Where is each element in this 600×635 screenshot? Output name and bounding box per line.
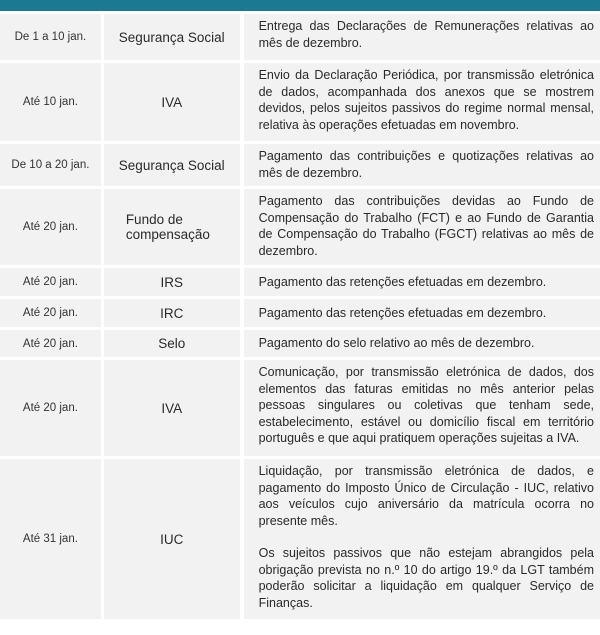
table-row: [0, 360, 600, 456]
description-cell: [244, 144, 600, 186]
description-text: Comunicação, por transmissão eletrónica de dados, dos elementos das faturas emitidas no mês anterior pelas pessoas singulares ou coletivas que tenham sede, estabelecimento, estável ou domicílio fiscal em território português e que aqui pratiquem operações sujeitas a IVA.: [258, 365, 594, 445]
table-row: [0, 459, 600, 619]
description-cell: [244, 63, 600, 141]
description-cell: [244, 459, 600, 619]
description-text: Pagamento das contribuições devidas ao Fundo de Compensação do Trabalho (FCT) e ao Fundo de Garantia de Compensação do Trabalho (FGCT) relativas ao mês de dezembro.: [258, 194, 594, 258]
tax-type-cell: IRC: [104, 299, 240, 327]
deadline-cell: Até 10 jan.: [0, 63, 101, 141]
deadline-cell: Até 20 jan.: [0, 268, 101, 296]
table-row: [0, 330, 600, 357]
description-text: Liquidação, por transmissão eletrónica de dados, e pagamento do Imposto Único de Circulação - IUC, relativo aos veículos cujo aniversário da matrícula ocorra no presente mês.: [258, 464, 594, 528]
description-text: Envio da Declaração Periódica, por transmissão eletrónica de dados, acompanhada dos anexos que se mostrem devidos, pelos sujeitos passivos do regime normal mensal, relativa às operações efetuadas em novembro.: [258, 68, 594, 132]
description-cell: [244, 299, 600, 327]
deadline-cell: Até 31 jan.: [0, 459, 101, 619]
table-row: [0, 189, 600, 265]
tax-type-cell: Fundo de compensação: [104, 189, 240, 265]
tax-type-cell: IUC: [104, 459, 240, 619]
deadline-cell: Até 20 jan.: [0, 360, 101, 456]
deadline-cell: Até 20 jan.: [0, 299, 101, 327]
header-accent-bar: [0, 0, 600, 11]
description-cell: [244, 189, 600, 265]
description-text: Pagamento das contribuições e quotizações relativas ao mês de dezembro.: [258, 149, 594, 180]
description-cell: [244, 330, 600, 357]
tax-type-cell: IVA: [104, 63, 240, 141]
deadline-cell: Até 20 jan.: [0, 330, 101, 357]
deadline-cell: De 10 a 20 jan.: [0, 144, 101, 186]
description-text: Pagamento das retenções efetuadas em dezembro.: [258, 274, 547, 289]
description-cell: [244, 14, 600, 60]
tax-type-cell: Segurança Social: [104, 14, 240, 60]
deadline-cell: Até 20 jan.: [0, 189, 101, 265]
table-row: [0, 144, 600, 186]
description-text: Pagamento das retenções efetuadas em dezembro.: [258, 305, 547, 320]
description-text: Os sujeitos passivos que não estejam abrangidos pela obrigação prevista no n.º 10 do artigo 19.º da LGT também poderão solicitar a liquidação em qualquer Serviço de Finanças.: [258, 546, 594, 610]
deadline-cell: De 1 a 10 jan.: [0, 14, 101, 60]
tax-type-cell: IVA: [104, 360, 240, 456]
table-row: [0, 14, 600, 60]
table-row: [0, 63, 600, 141]
description-text: Pagamento do selo relativo ao mês de dezembro.: [258, 336, 535, 351]
description-cell: [244, 360, 600, 456]
table-row: [0, 268, 600, 296]
description-cell: [244, 268, 600, 296]
table-row: [0, 299, 600, 327]
tax-type-cell: Segurança Social: [104, 144, 240, 186]
tax-calendar-table: [0, 14, 600, 622]
tax-type-cell: IRS: [104, 268, 240, 296]
description-text: Entrega das Declarações de Remunerações relativas ao mês de dezembro.: [258, 19, 594, 50]
tax-type-cell: Selo: [104, 330, 240, 357]
